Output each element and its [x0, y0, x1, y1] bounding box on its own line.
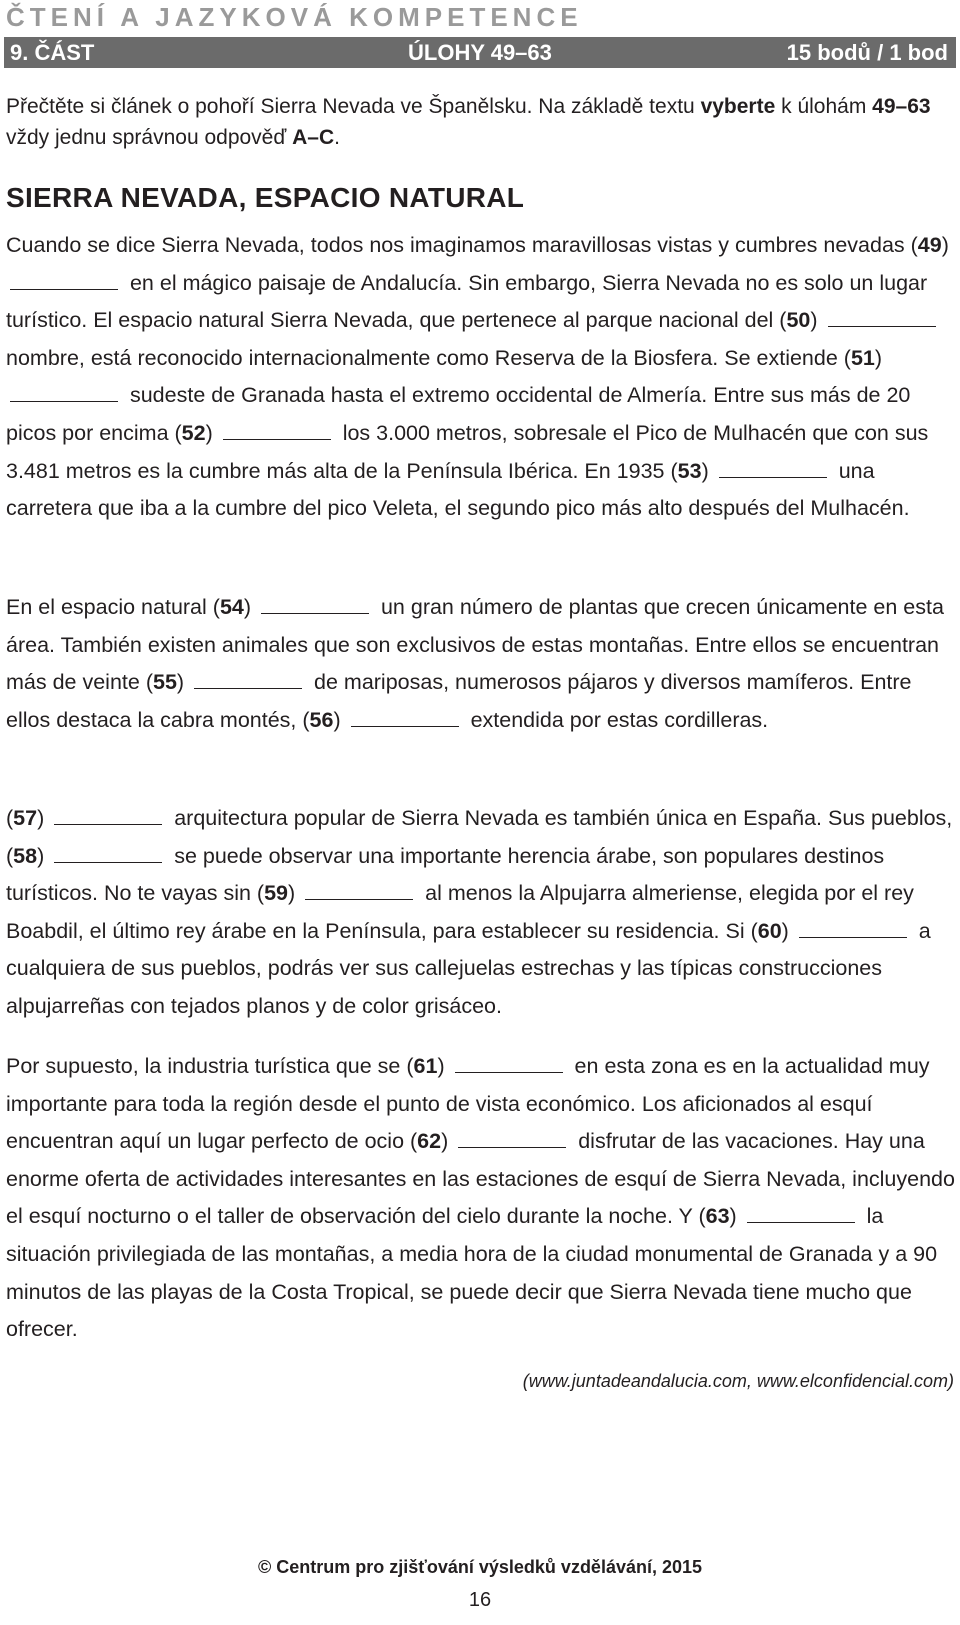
article-paragraph-3 — [6, 800, 956, 1026]
gap-blank-62 — [458, 1127, 566, 1148]
gap-blank-49 — [10, 269, 118, 290]
instructions-text: k úlohám — [775, 95, 873, 118]
paragraph-text: ) — [437, 1054, 451, 1078]
article-paragraph-4 — [6, 1048, 956, 1349]
gap-number-51: 51 — [850, 345, 875, 370]
paragraph-text: ( — [6, 806, 14, 830]
gap-number-54: 54 — [219, 595, 244, 619]
gap-blank-58 — [54, 842, 162, 863]
article-paragraph-1 — [6, 227, 956, 528]
paragraph-text: ) — [781, 918, 795, 943]
gap-blank-52 — [223, 419, 331, 440]
paragraph-text: ) — [333, 707, 347, 732]
paragraph-text: ) — [37, 843, 51, 868]
paragraph-text: los 3.000 metros, sobresale el Pico de Mulhacén que con sus 3.481 metros es la cumbre más alta de la Península Ibérica. En 1935 ( — [6, 420, 929, 483]
paragraph-text: en el mágico paisaje de Andalucía. Sin embargo, Sierra Nevada no es solo un lugar turístico. El espacio natural Sierra Nevada, que pertenece al parque nacional del ( — [6, 270, 928, 333]
instructions-text: Přečtěte si článek o pohoří Sierra Nevada ve Španělsku. Na základě textu — [6, 95, 701, 118]
paragraph-text: ) — [441, 1129, 455, 1154]
paragraph-text: un gran número de plantas que crecen únicamente en esta área. También existen animales que son exclusivos de estas montañas. Entre ellos se encuentran más de veinte ( — [6, 595, 944, 695]
paragraph-text: ) — [701, 458, 715, 483]
article-title: SIERRA NEVADA, ESPACIO NATURAL — [6, 182, 525, 213]
gap-blank-56 — [351, 706, 459, 727]
gap-number-62: 62 — [417, 1129, 442, 1154]
gap-blank-50 — [828, 306, 936, 327]
task-header-bar — [4, 37, 956, 68]
paragraph-text: arquitectura popular de Sierra Nevada es también única en España. Sus pueblos, ( — [6, 806, 953, 868]
gap-number-58: 58 — [13, 843, 38, 868]
paragraph-text: Por supuesto, la industria turística que se ( — [6, 1054, 414, 1078]
paragraph-text: sudeste de Granada hasta el extremo occidental de Almería. Entre sus más de 20 picos por encima ( — [6, 383, 911, 445]
gap-number-55: 55 — [152, 670, 177, 695]
paragraph-text: ) — [810, 308, 824, 333]
paragraph-text: una carretera que iba a la cumbre del pico Veleta, el segundo pico más alto después del Mulhacén. — [6, 458, 910, 521]
gap-number-57: 57 — [13, 806, 38, 830]
tasks-label: ÚLOHY 49–63 — [408, 40, 552, 65]
gap-blank-53 — [719, 457, 827, 478]
paragraph-text: En el espacio natural ( — [6, 595, 220, 619]
gap-blank-55 — [194, 668, 302, 689]
instructions-task-range: 49–63 — [872, 95, 931, 118]
points-label: 15 bodů / 1 bod — [786, 40, 948, 65]
gap-blank-59 — [305, 879, 413, 900]
section-title: ČTENÍ A JAZYKOVÁ KOMPETENCE — [6, 2, 583, 32]
instructions-text: . — [334, 126, 340, 149]
gap-blank-54 — [261, 593, 369, 614]
source-citation: (www.juntadeandalucia.com, www.elconfidencial.com) — [522, 1371, 954, 1391]
gap-blank-60 — [799, 917, 907, 938]
gap-number-49: 49 — [917, 233, 942, 257]
paragraph-text: de mariposas, numerosos pájaros y diversos mamíferos. Entre ellos destaca la cabra montés, ( — [6, 670, 912, 732]
instructions — [6, 91, 954, 153]
instructions-emphasis: vyberte — [700, 95, 776, 118]
gap-number-63: 63 — [705, 1204, 730, 1229]
paragraph-text: ) — [37, 806, 51, 830]
paragraph-text: en esta zona es en la actualidad muy importante para toda la región desde el punto de vista económico. Los aficionados al esquí encuentran aquí un lugar perfecto de ocio ( — [6, 1054, 930, 1154]
paragraph-text: ) — [874, 345, 883, 370]
gap-number-60: 60 — [757, 918, 782, 943]
page-number: 16 — [468, 1589, 492, 1611]
gap-blank-63 — [747, 1202, 855, 1223]
paragraph-text: se puede observar una importante herencia árabe, son populares destinos turísticos. No te vayas sin ( — [6, 843, 885, 906]
paragraph-text: al menos la Alpujarra almeriense, elegida por el rey Boabdil, el último rey árabe en la Península, para establecer su residencia. Si ( — [6, 881, 914, 943]
gap-number-52: 52 — [181, 420, 206, 445]
paragraph-text: ) — [205, 420, 219, 445]
gap-number-56: 56 — [309, 707, 334, 732]
paragraph-text: ) — [176, 670, 191, 695]
paragraph-text: ) — [941, 233, 949, 257]
paragraph-text: ) — [288, 881, 302, 906]
gap-blank-57 — [54, 804, 162, 825]
gap-number-53: 53 — [677, 458, 702, 483]
part-label: 9. ČÁST — [10, 40, 95, 65]
gap-blank-51 — [10, 381, 118, 402]
paragraph-text: Cuando se dice Sierra Nevada, todos nos imaginamos maravillosas vistas y cumbres nevadas ( — [6, 233, 918, 257]
article-paragraph-2 — [6, 589, 956, 739]
paragraph-text: ) — [729, 1204, 743, 1229]
paragraph-text: a cualquiera de sus pueblos, podrás ver sus callejuelas estrechas y las típicas construcciones alpujarreñas con tejados planos y de color grisáceo. — [6, 918, 931, 1018]
paragraph-text: extendida por estas cordilleras. — [464, 707, 769, 732]
instructions-options: A–C — [292, 126, 335, 149]
paragraph-text: la situación privilegiada de las montañas, a media hora de la ciudad monumental de Granada y a 90 minutos de las playas de la Costa Tropical, se puede decir que Sierra Nevada tiene mucho que ofrecer. — [6, 1204, 938, 1342]
paragraph-text: nombre, está reconocido internacionalmente como Reserva de la Biosfera. Se extiende ( — [6, 345, 851, 370]
gap-number-59: 59 — [264, 881, 289, 906]
gap-number-61: 61 — [413, 1054, 438, 1078]
gap-number-50: 50 — [786, 308, 811, 333]
paragraph-text: ) — [243, 595, 257, 619]
instructions-text: vždy jednu správnou odpověď — [6, 126, 293, 149]
copyright-footer: © Centrum pro zjišťování výsledků vzdělávání, 2015 — [257, 1557, 703, 1577]
gap-blank-61 — [455, 1052, 563, 1073]
paragraph-text: disfrutar de las vacaciones. Hay una enorme oferta de actividades interesantes en las estaciones de esquí de Sierra Nevada, incluyendo el esquí nocturno o el taller de observación del cielo durante la noche. Y ( — [6, 1129, 955, 1229]
